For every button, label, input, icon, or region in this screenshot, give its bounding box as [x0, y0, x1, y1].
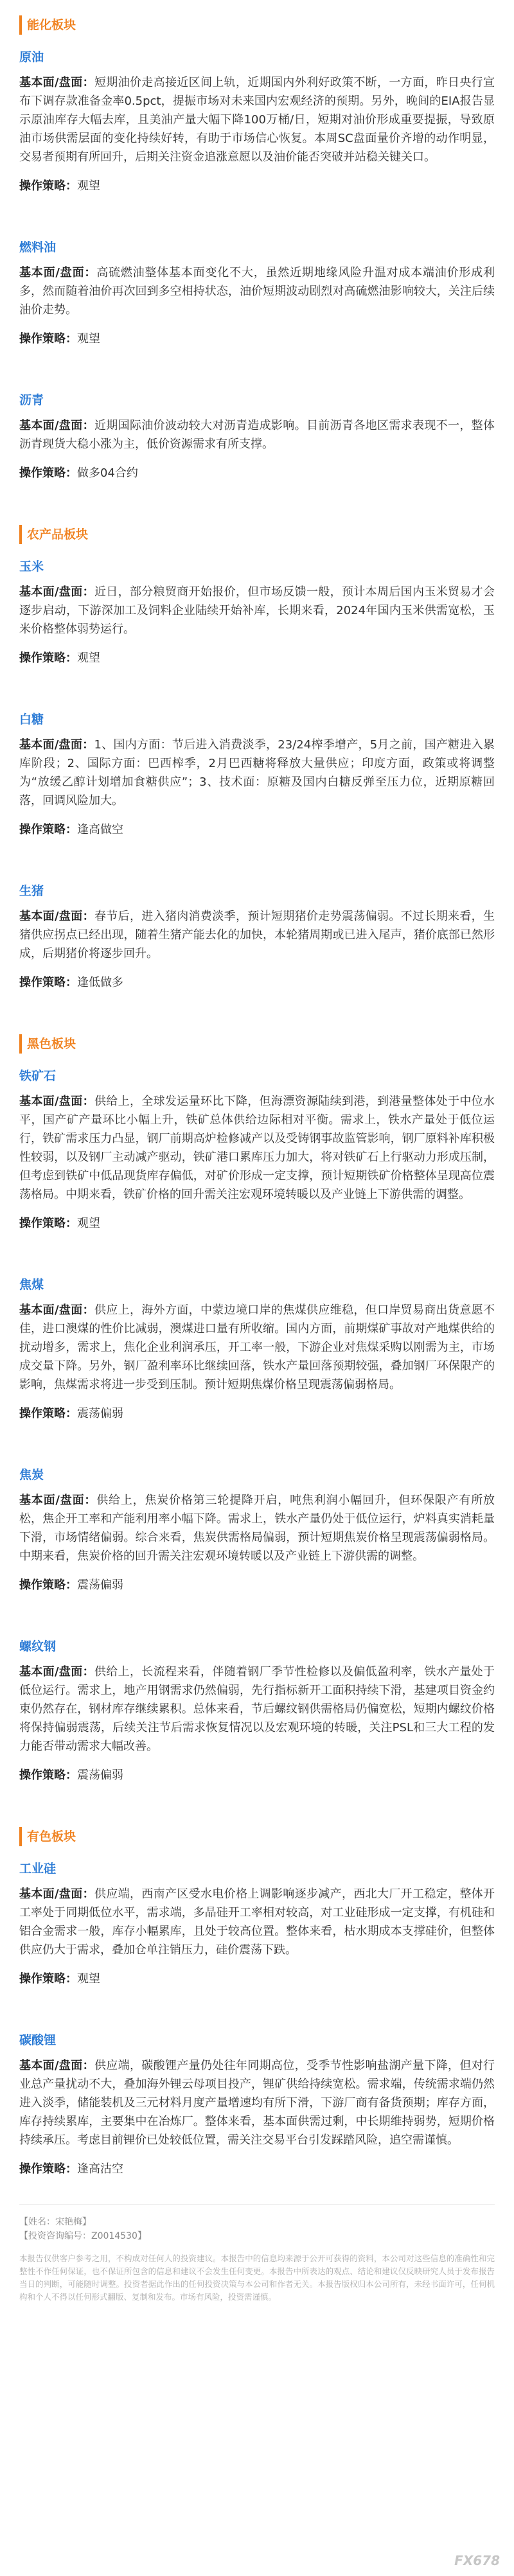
strategy-label: 操作策略：: [19, 651, 77, 665]
fundamentals-text: 近期国际油价波动较大对沥青造成影响。目前沥青各地区需求表现不一，整体沥青现货大稳小涨为主，低价资源需求有所支撑。: [19, 419, 495, 451]
fundamentals-paragraph: [19, 1663, 495, 1756]
item-live-hog: [19, 881, 495, 992]
strategy-line: [19, 973, 495, 992]
fundamentals-label: 基本面/盘面：: [19, 1095, 94, 1108]
fundamentals-paragraph: [19, 73, 495, 166]
fundamentals-label: 基本面/盘面：: [19, 1665, 94, 1679]
fundamentals-text: 供给上，焦炭价格第三轮提降开启，吨焦利润小幅回升，但环保限产有所放松，焦企开工率和产能利用率小幅下降。需求上，铁水产量仍处于低位运行，炉料真实消耗量下滑，市场情绪偏弱。综合来看，焦炭供需格局偏弱，预计短期焦炭价格呈现震荡偏弱格局。中期来看，焦炭价格的回升需关注宏观环境转暖以及产业链上下游供需的调整。: [19, 1494, 495, 1563]
strategy-line: [19, 2160, 495, 2178]
fundamentals-label: 基本面/盘面：: [19, 585, 94, 599]
strategy-label: 操作策略：: [19, 179, 77, 193]
item-crude-oil: [19, 48, 495, 195]
item-title: 玉米: [19, 560, 44, 574]
fundamentals-paragraph: [19, 583, 495, 639]
strategy-line: [19, 1214, 495, 1233]
item-title: 焦煤: [19, 1278, 44, 1292]
fundamentals-label: 基本面/盘面：: [19, 2059, 94, 2072]
item-title: 铁矿石: [19, 1069, 57, 1083]
strategy-value: 观望: [77, 1217, 100, 1230]
fundamentals-paragraph: [19, 2056, 495, 2149]
item-fuel-oil: [19, 238, 495, 348]
strategy-label: 操作策略：: [19, 823, 77, 836]
strategy-line: [19, 464, 495, 482]
item-title: 螺纹钢: [19, 1639, 57, 1654]
strategy-line: [19, 649, 495, 667]
item-coking-coal: [19, 1275, 495, 1423]
item-lithium-carbonate: [19, 2031, 495, 2178]
watermark-logo: FX678: [454, 2553, 500, 2568]
sector-agriculture: [19, 525, 495, 992]
strategy-label: 操作策略：: [19, 1217, 77, 1230]
strategy-value: 做多04合约: [77, 466, 138, 480]
fundamentals-paragraph: [19, 736, 495, 810]
strategy-line: [19, 1404, 495, 1423]
fundamentals-label: 基本面/盘面：: [19, 419, 94, 432]
fundamentals-text: 近日，部分粮贸商开始报价，但市场反馈一般，预计本周后国内玉米贸易才会逐步启动，下游深加工及饲料企业陆续开始补库，长期来看，2024年国内玉米供需宽松，玉米价格整体弱势运行。: [19, 585, 495, 636]
strategy-value: 观望: [77, 179, 100, 193]
strategy-value: 震荡偏弱: [77, 1578, 123, 1592]
fundamentals-text: 供给上，全球发运量环比下降，但海漂资源陆续到港，到港量整体处于中位水平，国产矿产量环比小幅上升，铁矿总体供给边际相对平衡。需求上，铁水产量处于低位运行，铁矿需求压力凸显，钢厂前期高炉检修减产以及受铸钢事故监管影响，钢厂原料补库积极性较弱，以及钢厂主动减产驱动，铁矿港口累库压力加大，将对铁矿石上行驱动力形成压制，但考虑到铁矿中低品现货库存偏低，对矿价形成一定支撑，预计短期铁矿价格整体呈现高位震荡格局。中期来看，铁矿价格的回升需关注宏观环境转暖以及产业链上下游供需的调整。: [19, 1095, 495, 1201]
strategy-label: 操作策略：: [19, 1578, 77, 1592]
fundamentals-label: 基本面/盘面：: [19, 76, 94, 89]
item-sugar: [19, 710, 495, 839]
fundamentals-text: 短期油价走高接近区间上轨，近期国内外利好政策不断，一方面，昨日央行宣布下调存款准备金率0.5pct，提振市场对未来国内宏观经济的预期。另外，晚间的EIA报告显示原油库存大幅去库，且美油产量大幅下降100万桶/日，短期对油价形成重要提振，导致原油市场供需层面的变化持续好转，有助于市场信心恢复。本周SC盘面量价齐增的动作明显，交易者预期有所回升，后期关注资金追涨意愿以及油价能否突破并站稳关键关口。: [19, 76, 495, 164]
fundamentals-paragraph: [19, 416, 495, 454]
report-footer: [19, 2204, 495, 2304]
strategy-value: 逢高沽空: [77, 2162, 123, 2176]
item-asphalt: [19, 391, 495, 482]
fundamentals-paragraph: [19, 263, 495, 319]
sector-title: 能化板块: [19, 15, 495, 35]
fundamentals-text: 供应端，碳酸锂产量仍处往年同期高位，受季节性影响盐湖产量下降，但对行业总产量扰动不大，叠加海外锂云母项目投产，锂矿供给持续宽松。需求端，传统需求端仍然进入淡季，储能装机及三元材料月度产量增速均有所下滑，下游厂商有备货预期；库存方面，库存持续累库，主要集中在冶炼厂。整体来看，基本面供需过剩，中长期维持弱势，短期价格持续承压。考虑目前锂价已处较低位置，需关注交易平台引发踩踏风险，追空需谨慎。: [19, 2059, 495, 2147]
strategy-label: 操作策略：: [19, 1972, 77, 1986]
sector-title: 农产品板块: [19, 525, 495, 544]
disclaimer-text: 本报告仅供客户参考之用，不构成对任何人的投资建议。本报告中的信息均来源于公开可获得的资料，本公司对这些信息的准确性和完整性不作任何保证，也不保证所包含的信息和建议不会发生任何变更。本报告中所表达的观点、结论和建议仅反映研究人员于发布报告当日的判断，可能随时调整。投资者据此作出的任何投资决策与本公司和作者无关。本报告版权归本公司所有，未经书面许可，任何机构和个人不得以任何形式翻版、复制和发布。市场有风险，投资需谨慎。: [19, 2254, 495, 2302]
fundamentals-paragraph: [19, 907, 495, 963]
strategy-label: 操作策略：: [19, 1769, 77, 1782]
fundamentals-paragraph: [19, 1885, 495, 1959]
sector-title: 黑色板块: [19, 1034, 495, 1054]
strategy-line: [19, 1576, 495, 1594]
fundamentals-paragraph: [19, 1301, 495, 1394]
strategy-value: 逢低做多: [77, 976, 123, 989]
item-corn: [19, 557, 495, 667]
strategy-line: [19, 330, 495, 348]
strategy-label: 操作策略：: [19, 2162, 77, 2176]
strategy-value: 观望: [77, 332, 100, 346]
fundamentals-label: 基本面/盘面：: [19, 738, 94, 752]
strategy-line: [19, 1766, 495, 1785]
author-license-number: 【投资咨询编号：Z0014530】: [19, 2231, 146, 2241]
fundamentals-text: 1、国内方面：节后进入消费淡季，23/24榨季增产，5月之前，国产糖进入累库阶段；2、国际方面：巴西榨季，2月巴西糖将释放大量供应；印度方面，政策或将调整为“放缓乙醇计划增加食糖供应”；3、技术面：原糖及国内白糖反弹至压力位，近期原糖回落，回调风险加大。: [19, 738, 495, 807]
sector-energy-chemicals: [19, 15, 495, 482]
item-title: 碳酸锂: [19, 2033, 57, 2047]
fundamentals-text: 供应上，海外方面，中蒙边境口岸的焦煤供应维稳，但口岸贸易商出货意愿不佳，进口澳煤的性价比减弱，澳煤进口量有所收缩。国内方面，前期煤矿事故对产地煤供给的扰动增多，需求上，焦化企业利润承压，开工率一般，下游企业对焦煤采购以刚需为主，市场成交量下降。另外，钢厂盈利率环比继续回落，铁水产量回落预期较强，叠加钢厂环保限产的影响，焦煤需求将进一步受到压制。预计短期焦煤价格呈现震荡偏弱格局。: [19, 1303, 495, 1391]
strategy-value: 观望: [77, 651, 100, 665]
strategy-value: 逢高做空: [77, 823, 123, 836]
strategy-value: 观望: [77, 1972, 100, 1986]
fundamentals-text: 供应端，西南产区受水电价格上调影响逐步减产，西北大厂开工稳定，整体开工率处于同期低位水平，需求端，多晶硅开工率相对较高，对工业硅形成一定支撑，有机硅和铝合金需求一般，库存小幅累库，且处于较高位置。整体来看，枯水期成本支撑硅价，但整体供应仍大于需求，叠加仓单注销压力，硅价震荡下跌。: [19, 1887, 495, 1957]
fundamentals-label: 基本面/盘面：: [19, 1494, 97, 1507]
sector-title: 有色板块: [19, 1827, 495, 1846]
item-rebar: [19, 1637, 495, 1785]
item-title: 原油: [19, 50, 44, 64]
item-title: 焦炭: [19, 1468, 44, 1482]
fundamentals-paragraph: [19, 1491, 495, 1566]
item-industrial-silicon: [19, 1859, 495, 1988]
fundamentals-label: 基本面/盘面：: [19, 266, 97, 279]
fundamentals-label: 基本面/盘面：: [19, 1887, 94, 1901]
sector-ferrous: [19, 1034, 495, 1785]
item-title: 燃料油: [19, 240, 57, 254]
strategy-line: [19, 1970, 495, 1988]
item-title: 工业硅: [19, 1862, 57, 1876]
item-iron-ore: [19, 1066, 495, 1233]
strategy-line: [19, 820, 495, 839]
sector-nonferrous: [19, 1827, 495, 2178]
strategy-label: 操作策略：: [19, 332, 77, 346]
strategy-label: 操作策略：: [19, 976, 77, 989]
strategy-label: 操作策略：: [19, 1407, 77, 1420]
fundamentals-text: 高硫燃油整体基本面变化不大，虽然近期地缘风险升温对成本端油价形成利多，然而随着油价再次回到多空相持状态，油价短期波动剧烈对高硫燃油影响较大，关注后续油价走势。: [19, 266, 495, 317]
strategy-value: 震荡偏弱: [77, 1769, 123, 1782]
fundamentals-paragraph: [19, 1092, 495, 1204]
strategy-line: [19, 177, 495, 195]
strategy-label: 操作策略：: [19, 466, 77, 480]
item-coke: [19, 1465, 495, 1594]
fundamentals-label: 基本面/盘面：: [19, 910, 94, 923]
fundamentals-text: 供给上，长流程来看，伴随着钢厂季节性检修以及偏低盈利率，铁水产量处于低位运行。需求上，地产用钢需求仍然偏弱，先行指标新开工面积持续下滑，基建项目资金约束仍然存在，钢材库存继续累积。总体来看，节后螺纹钢供需格局仍偏宽松，短期内螺纹价格将保持偏弱震荡，后续关注节后需求恢复情况以及宏观环境的转暖，关注PSL和三大工程的发力能否带动需求大幅改善。: [19, 1665, 495, 1753]
strategy-value: 震荡偏弱: [77, 1407, 123, 1420]
author-name: 【姓名：宋艳梅】: [19, 2217, 91, 2227]
item-title: 沥青: [19, 393, 44, 407]
item-title: 生猪: [19, 884, 44, 898]
fundamentals-label: 基本面/盘面：: [19, 1303, 94, 1317]
fundamentals-text: 春节后，进入猪肉消费淡季，预计短期猪价走势震荡偏弱。不过长期来看，生猪供应拐点已经出现，随着生猪产能去化的加快，本轮猪周期或已进入尾声，猪价底部已然形成，后期猪价将逐步回升。: [19, 910, 495, 960]
item-title: 白糖: [19, 712, 44, 727]
